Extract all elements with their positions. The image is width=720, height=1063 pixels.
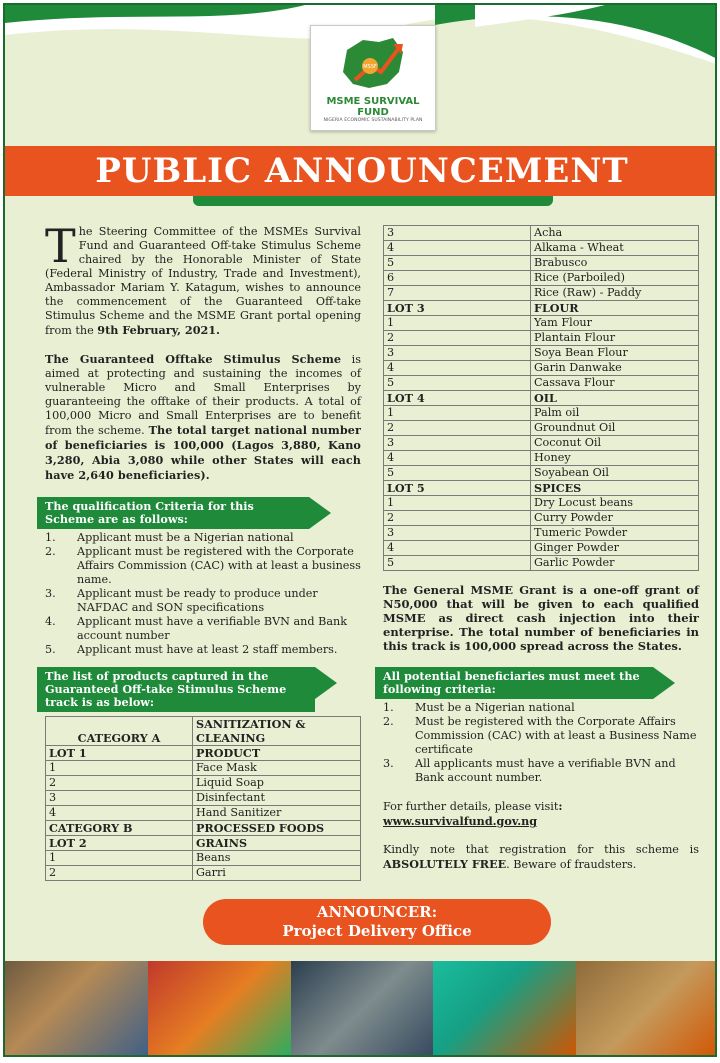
product-lot-cell: 5 (384, 376, 531, 391)
product-row (384, 226, 699, 241)
product-row (46, 746, 361, 761)
product-name-cell: Tumeric Powder (531, 526, 699, 541)
product-lot-cell: 4 (384, 451, 531, 466)
product-name-cell: PRODUCT (193, 746, 361, 761)
product-row (46, 866, 361, 881)
product-row (384, 511, 699, 526)
product-lot-cell: 5 (384, 556, 531, 571)
product-lot-cell: 7 (384, 286, 531, 301)
product-name-cell: Soyabean Oil (531, 466, 699, 481)
products-table-right (383, 225, 699, 571)
title-underline (193, 196, 553, 206)
product-name-cell: Disinfectant (193, 791, 361, 806)
logo-title: MSME SURVIVAL FUND (326, 96, 420, 118)
photo-market-produce (148, 961, 291, 1057)
logo-badge-text: MSSF (363, 64, 377, 70)
product-row (384, 496, 699, 511)
offtake-paragraph (45, 352, 361, 483)
product-row (46, 717, 361, 746)
drop-cap: T (45, 219, 76, 273)
beneficiaries-item-number: 1. (383, 701, 394, 714)
beneficiaries-item (383, 715, 699, 757)
product-lot-cell: CATEGORY A (46, 717, 193, 746)
product-row (46, 851, 361, 866)
product-name-cell: OIL (531, 391, 699, 406)
product-row (46, 791, 361, 806)
intro-text: he Steering Committee of the MSMEs Survival Fund and Guaranteed Off-take Stimulus Scheme chaired by the Honorable Minister of State (Federal Ministry of Industry, Trade and Investment), Ambassador Mariam Y. Katagum, wishes to announce the commencement of the Guaranteed Off-take Stimulus Scheme and the MSME Grant portal opening from the (45, 225, 361, 337)
photo-tailor (433, 961, 576, 1057)
product-lot-cell: 2 (46, 866, 193, 881)
product-lot-cell: LOT 1 (46, 746, 193, 761)
product-name-cell: Beans (193, 851, 361, 866)
nigeria-map-icon (333, 32, 413, 94)
product-name-cell: GRAINS (193, 836, 361, 851)
product-name-cell: Face Mask (193, 761, 361, 776)
product-name-cell: PROCESSED FOODS (193, 821, 361, 836)
intro-paragraph (45, 219, 361, 338)
product-name-cell: Groundnut Oil (531, 421, 699, 436)
product-name-cell: Palm oil (531, 406, 699, 421)
product-row (46, 761, 361, 776)
beneficiaries-item-text: All applicants must have a verifiable BVN and Bank account number. (415, 757, 676, 784)
product-row (384, 451, 699, 466)
qualification-item (45, 587, 361, 615)
product-name-cell: Yam Flour (531, 316, 699, 331)
page-title: PUBLIC ANNOUNCEMENT (95, 151, 629, 191)
product-lot-cell: 4 (46, 806, 193, 821)
product-name-cell: Ginger Powder (531, 541, 699, 556)
qualification-item-number: 2. (45, 545, 56, 558)
product-name-cell: SPICES (531, 481, 699, 496)
product-row (384, 466, 699, 481)
product-lot-cell: 1 (384, 496, 531, 511)
details-text: For further details, please visit (383, 800, 559, 813)
details-colon: : (558, 799, 563, 813)
product-row (384, 331, 699, 346)
product-lot-cell: 2 (384, 511, 531, 526)
product-row (384, 406, 699, 421)
product-lot-cell: LOT 3 (384, 301, 531, 316)
product-lot-cell: LOT 2 (46, 836, 193, 851)
product-lot-cell: 6 (384, 271, 531, 286)
note-paragraph (383, 843, 699, 872)
product-row (384, 271, 699, 286)
note-text: Kindly note that registration for this scheme is (383, 843, 699, 856)
photo-vendor (576, 961, 717, 1057)
product-lot-cell: 1 (46, 761, 193, 776)
product-name-cell: Alkama - Wheat (531, 241, 699, 256)
product-lot-cell: 3 (46, 791, 193, 806)
product-row (384, 421, 699, 436)
products-table-left (45, 716, 361, 881)
qualification-item-text: Applicant must be registered with the Corporate Affairs Commission (CAC) with at least a business name. (77, 545, 361, 586)
product-name-cell: Brabusco (531, 256, 699, 271)
qualification-item-number: 4. (45, 615, 56, 628)
product-name-cell: Garin Danwake (531, 361, 699, 376)
left-column (45, 219, 361, 881)
product-row (384, 391, 699, 406)
qualification-item (45, 643, 361, 657)
product-name-cell: Rice (Parboiled) (531, 271, 699, 286)
product-row (384, 256, 699, 271)
note-free: ABSOLUTELY FREE (383, 857, 507, 871)
product-row (384, 436, 699, 451)
offtake-target: The total target national number of beneficiaries is 100,000 (Lagos 3,880, Kano 3,280, Abia 3,080 while other States will each have 2,640 beneficiaries). (45, 423, 361, 482)
product-row (384, 526, 699, 541)
logo-subtitle: NIGERIA ECONOMIC SUSTAINABILITY PLAN (323, 118, 423, 123)
product-row (384, 361, 699, 376)
product-name-cell: Coconut Oil (531, 436, 699, 451)
product-lot-cell: 2 (384, 421, 531, 436)
product-lot-cell: 2 (384, 331, 531, 346)
product-row (46, 836, 361, 851)
product-name-cell: Garri (193, 866, 361, 881)
product-name-cell: Curry Powder (531, 511, 699, 526)
product-name-cell: Hand Sanitizer (193, 806, 361, 821)
offtake-lead: The Guaranteed Offtake Stimulus Scheme (45, 352, 342, 366)
qualification-item-text: Applicant must have at least 2 staff members. (77, 643, 338, 656)
announcement-page (3, 3, 717, 1057)
grant-paragraph: The General MSME Grant is a one-off grant of N50,000 that will be given to each qualified MSME as direct cash injection into their enterprise. The total number of beneficiaries in this track is 100,000 spread across the States. (383, 583, 699, 653)
qualification-item-text: Applicant must have a verifiable BVN and Bank account number (77, 615, 347, 642)
product-lot-cell: 3 (384, 346, 531, 361)
qualification-list (45, 531, 361, 657)
product-lot-cell: 4 (384, 541, 531, 556)
beneficiaries-item-text: Must be registered with the Corporate Affairs Commission (CAC) with at least a Business Name certificate (415, 715, 697, 756)
products-heading: The list of products captured in the Guaranteed Off-take Stimulus Scheme track is as below: (37, 667, 315, 712)
qualification-item-number: 1. (45, 531, 56, 544)
beneficiaries-item-number: 3. (383, 757, 394, 770)
msme-logo (310, 25, 436, 131)
product-row (384, 556, 699, 571)
announcer-pill (203, 899, 551, 945)
qualification-item-number: 5. (45, 643, 56, 656)
details-paragraph (383, 799, 699, 829)
beneficiaries-heading: All potential beneficiaries must meet the following criteria: (375, 667, 653, 699)
photo-barber (291, 961, 434, 1057)
qualification-item (45, 531, 361, 545)
intro-date: 9th February, 2021. (97, 323, 220, 337)
product-lot-cell: 1 (46, 851, 193, 866)
product-row (46, 806, 361, 821)
product-name-cell: Liquid Soap (193, 776, 361, 791)
beneficiaries-list (383, 701, 699, 785)
product-row (384, 241, 699, 256)
product-lot-cell: 2 (46, 776, 193, 791)
product-name-cell: FLOUR (531, 301, 699, 316)
product-lot-cell: 5 (384, 466, 531, 481)
product-name-cell: Soya Bean Flour (531, 346, 699, 361)
product-lot-cell: 3 (384, 226, 531, 241)
product-lot-cell: 1 (384, 406, 531, 421)
title-banner (5, 146, 717, 196)
product-lot-cell: 4 (384, 241, 531, 256)
product-row (384, 301, 699, 316)
product-row (384, 376, 699, 391)
beneficiaries-item-number: 2. (383, 715, 394, 728)
product-lot-cell: LOT 4 (384, 391, 531, 406)
product-row (384, 541, 699, 556)
qualification-item (45, 615, 361, 643)
product-lot-cell: 3 (384, 526, 531, 541)
announcer-office: Project Delivery Office (282, 922, 472, 940)
product-lot-cell: 5 (384, 256, 531, 271)
announcer-label: ANNOUNCER: (316, 903, 438, 921)
qualification-heading: The qualification Criteria for this Scheme are as follows: (37, 497, 309, 529)
product-name-cell: Cassava Flour (531, 376, 699, 391)
product-name-cell: SANITIZATION & CLEANING (193, 717, 361, 746)
product-lot-cell: CATEGORY B (46, 821, 193, 836)
product-row (46, 776, 361, 791)
qualification-item (45, 545, 361, 587)
qualification-item-text: Applicant must be ready to produce under NAFDAC and SON specifications (77, 587, 318, 614)
product-name-cell: Honey (531, 451, 699, 466)
product-lot-cell: 1 (384, 316, 531, 331)
product-row (384, 346, 699, 361)
product-lot-cell: 4 (384, 361, 531, 376)
product-name-cell: Dry Locust beans (531, 496, 699, 511)
website-link[interactable]: www.survivalfund.gov.ng (383, 814, 538, 828)
photo-strip (5, 961, 717, 1057)
product-name-cell: Garlic Powder (531, 556, 699, 571)
product-lot-cell: 3 (384, 436, 531, 451)
beneficiaries-item (383, 757, 699, 785)
photo-artisan (5, 961, 148, 1057)
offtake-text: is aimed at protecting and sustaining the incomes of vulnerable Micro and Small Enterprises by guaranteeing the offtake of their products. A total of 100,000 Micro and Small Enterprises are to benefit from the scheme. (45, 353, 361, 437)
beneficiaries-item (383, 701, 699, 715)
product-name-cell: Plantain Flour (531, 331, 699, 346)
product-name-cell: Rice (Raw) - Paddy (531, 286, 699, 301)
note-tail: . Beware of fraudsters. (506, 858, 637, 871)
qualification-item-text: Applicant must be a Nigerian national (77, 531, 294, 544)
product-row (384, 286, 699, 301)
product-row (384, 481, 699, 496)
beneficiaries-item-text: Must be a Nigerian national (415, 701, 575, 714)
qualification-item-number: 3. (45, 587, 56, 600)
product-row (46, 821, 361, 836)
right-column (383, 225, 699, 872)
product-lot-cell: LOT 5 (384, 481, 531, 496)
product-name-cell: Acha (531, 226, 699, 241)
product-row (384, 316, 699, 331)
